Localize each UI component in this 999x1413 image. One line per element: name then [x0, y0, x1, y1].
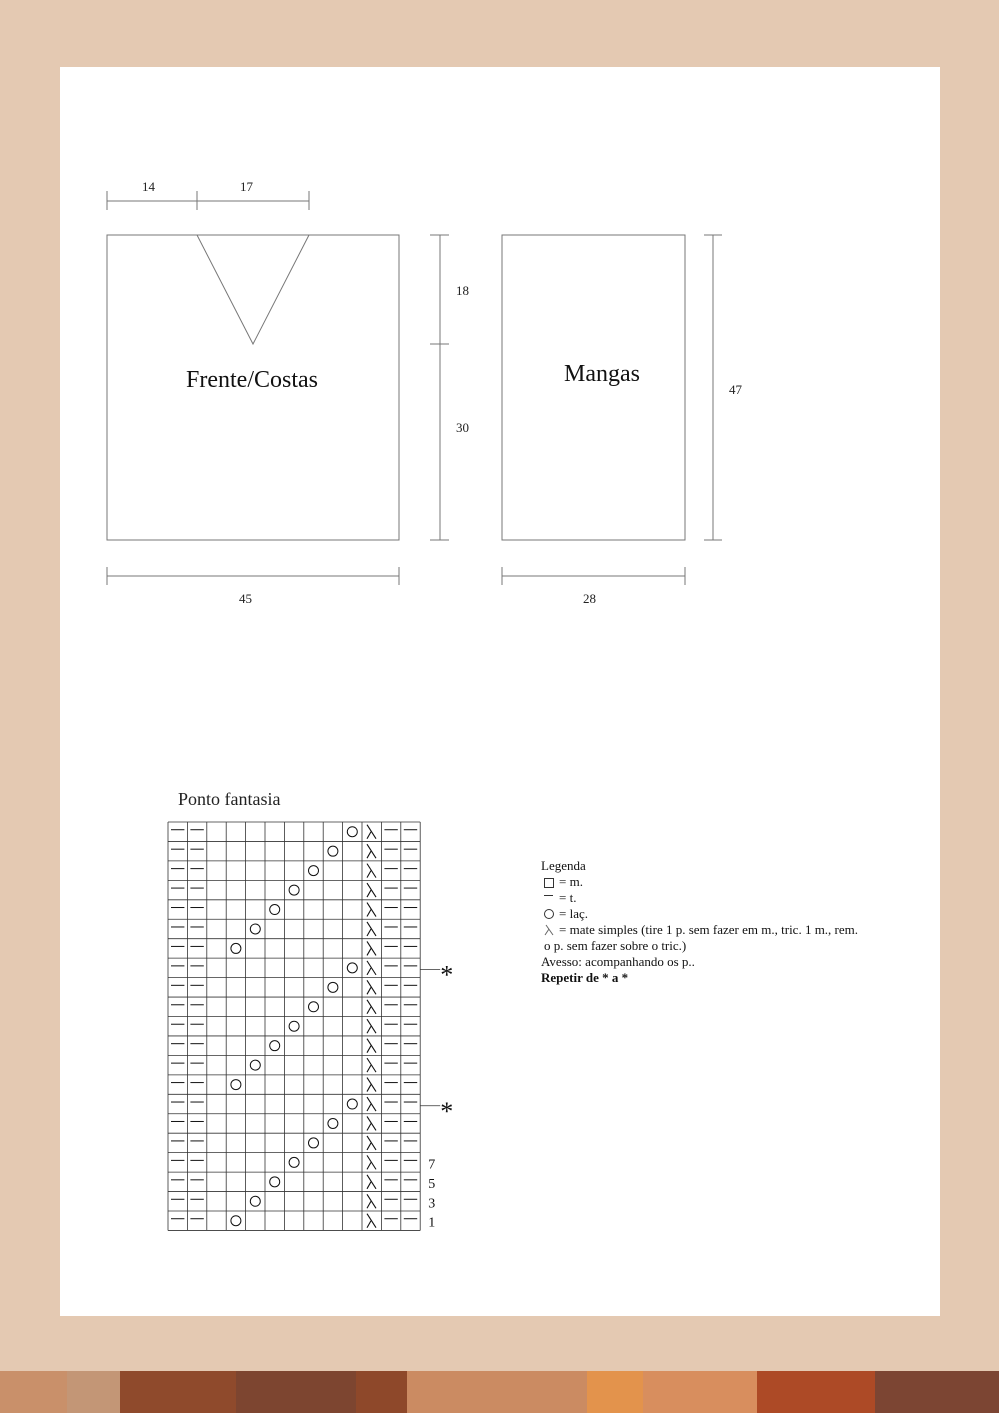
- chart-title: Ponto fantasia: [178, 789, 281, 809]
- body-length-dimension: 30: [456, 420, 469, 435]
- legend-item-decrease: [541, 922, 921, 938]
- legend-item-text: = m.: [559, 874, 583, 889]
- yarn-over-symbol: [309, 1002, 319, 1012]
- decrease-symbol: [367, 1078, 376, 1092]
- legend-item-text: = laç.: [559, 906, 588, 921]
- color-swatch: [587, 1371, 643, 1413]
- sleeve-width-dimension: 28: [583, 591, 596, 606]
- legend-item-purl: [541, 890, 921, 906]
- yarn-over-symbol: [250, 1060, 260, 1070]
- decrease-symbol: [367, 864, 376, 878]
- decrease-symbol: [367, 883, 376, 897]
- color-swatch: [757, 1371, 875, 1413]
- decrease-symbol: [367, 1000, 376, 1014]
- legend-repeat: Repetir de * a *: [541, 970, 629, 985]
- chart-annotations: [420, 961, 453, 1231]
- color-swatch: [0, 1371, 67, 1413]
- row-number: 7: [428, 1157, 436, 1173]
- yarn-over-symbol: [347, 1099, 357, 1109]
- yarn-over-symbol: [289, 1157, 299, 1167]
- stitch-chart: [60, 67, 940, 1316]
- decrease-symbol: [367, 1214, 376, 1228]
- yarn-over-symbol: [289, 885, 299, 895]
- color-swatch: [67, 1371, 120, 1413]
- yarn-over-symbol: [309, 1138, 319, 1148]
- decrease-symbol: [367, 961, 376, 975]
- sleeve-length-dimension: 47: [729, 382, 742, 397]
- yarn-over-symbol: [270, 905, 280, 915]
- legend-item-yarn-over: [541, 906, 921, 922]
- color-strip: [0, 1371, 999, 1413]
- yarn-over-symbol: [270, 1177, 280, 1187]
- yarn-over-symbol: [231, 1080, 241, 1090]
- decrease-symbol: [367, 825, 376, 839]
- yarn-over-symbol: [250, 924, 260, 934]
- legend-item-text: = t.: [559, 890, 577, 905]
- yarn-over-symbol: [347, 963, 357, 973]
- front-width-dimension: 45: [239, 591, 252, 606]
- circle-icon: [541, 908, 557, 920]
- decrease-symbol: [367, 903, 376, 917]
- legend-item-text: = mate simples (tire 1 p. sem fazer em m., tric. 1 m., rem.: [559, 922, 859, 937]
- dash-icon: [541, 892, 557, 904]
- decrease-symbol: [367, 1136, 376, 1150]
- row-number: 1: [428, 1215, 436, 1231]
- repeat-marker: *: [440, 960, 454, 990]
- neck-width-dimension: 17: [240, 179, 253, 194]
- decrease-symbol: [367, 1116, 376, 1130]
- legend-title: Legenda: [541, 858, 586, 873]
- sleeve-label: Mangas: [564, 361, 640, 387]
- repeat-marker: *: [440, 1096, 454, 1126]
- legend-wrong-side: Avesso: acompanhando os p..: [541, 954, 695, 969]
- row-number: 3: [428, 1196, 436, 1212]
- color-swatch: [356, 1371, 407, 1413]
- color-swatch: [875, 1371, 999, 1413]
- yarn-over-symbol: [347, 827, 357, 837]
- decrease-symbol: [367, 844, 376, 858]
- yarn-over-symbol: [250, 1196, 260, 1206]
- yarn-over-symbol: [289, 1021, 299, 1031]
- yarn-over-symbol: [328, 846, 338, 856]
- decrease-symbol: [367, 1155, 376, 1169]
- yarn-over-symbol: [231, 943, 241, 953]
- square-icon: [541, 876, 557, 888]
- legend-continuation: o p. sem fazer sobre o tric.): [544, 938, 687, 953]
- decrease-symbol: [367, 1058, 376, 1072]
- shoulder-dimension: 14: [142, 179, 155, 194]
- decrease-symbol: [367, 1175, 376, 1189]
- decrease-symbol: [367, 980, 376, 994]
- decrease-symbol: [367, 941, 376, 955]
- decrease-symbol: [367, 1039, 376, 1053]
- color-swatch: [407, 1371, 587, 1413]
- front-back-label: Frente/Costas: [186, 367, 318, 393]
- decrease-icon: [541, 924, 557, 936]
- neck-depth-dimension: 18: [456, 283, 469, 298]
- yarn-over-symbol: [231, 1216, 241, 1226]
- row-number: 5: [428, 1176, 436, 1192]
- yarn-over-symbol: [270, 1041, 280, 1051]
- yarn-over-symbol: [309, 866, 319, 876]
- yarn-over-symbol: [328, 1118, 338, 1128]
- decrease-symbol: [367, 1097, 376, 1111]
- page-sheet: [60, 67, 940, 1316]
- legend-item-knit: [541, 874, 921, 890]
- chart-symbols: [171, 825, 417, 1228]
- color-swatch: [236, 1371, 356, 1413]
- chart-grid: [168, 822, 420, 1230]
- decrease-symbol: [367, 1019, 376, 1033]
- legend: [541, 858, 921, 986]
- color-swatch: [643, 1371, 757, 1413]
- color-swatch: [120, 1371, 236, 1413]
- yarn-over-symbol: [328, 982, 338, 992]
- decrease-symbol: [367, 922, 376, 936]
- decrease-symbol: [367, 1194, 376, 1208]
